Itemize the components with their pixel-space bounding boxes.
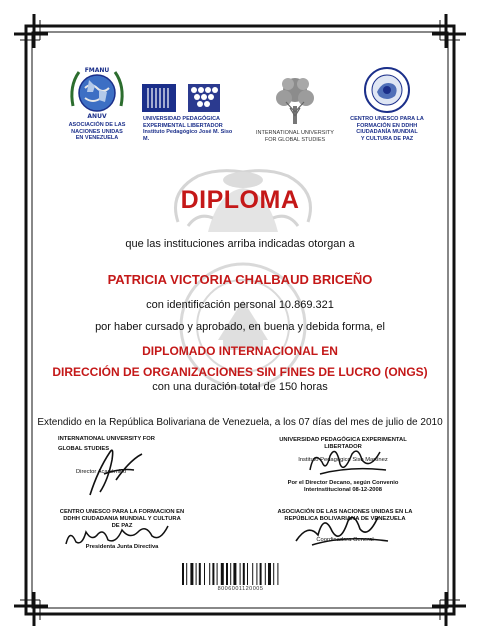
barcode-bar bbox=[204, 563, 205, 585]
handwritten-signature-anuv bbox=[288, 505, 398, 549]
course-title-line2: DIRECCIÓN DE ORGANIZACIONES SIN FINES DE LUCRO (ONGS) bbox=[52, 365, 428, 379]
barcode-bar bbox=[199, 563, 201, 585]
barcode-bar bbox=[182, 563, 184, 585]
barcode-bar bbox=[190, 563, 193, 585]
recipient-name: PATRICIA VICTORIA CHALBAUD BRICEÑO bbox=[107, 272, 373, 287]
logos-row bbox=[55, 62, 425, 158]
course-title-line1: DIPLOMADO INTERNACIONAL EN bbox=[142, 344, 338, 358]
barcode-bar bbox=[196, 563, 197, 585]
barcode-bar bbox=[265, 563, 266, 585]
barcode-bar bbox=[247, 563, 248, 585]
handwritten-signature-iugs bbox=[70, 440, 160, 500]
signature-block-anuv: ASOCIACIÓN DE LAS NACIONES UNIDAS EN LA REPÚBLICA BOLIVARIANA DE VENEZUELA Coordinadora General bbox=[277, 509, 413, 543]
signature-block-unesco: CENTRO UNESCO PARA LA FORMACION EN DDHH CIUDADANIA MUNDIAL Y CULTURA DE PAZ Presidenta Junta Directiva bbox=[59, 509, 185, 550]
barcode-bar bbox=[186, 563, 187, 585]
manu-caption: ASOCIACIÓN DE LAS NACIONES UNIDAS EN VENEZUELA bbox=[68, 122, 126, 141]
manu-logo bbox=[55, 62, 139, 142]
barcode-bar bbox=[233, 563, 236, 585]
barcode-bar bbox=[230, 563, 231, 585]
signature-block-iugs: INTERNATIONAL UNIVERSITY FOR GLOBAL STUDIES Director Académico bbox=[58, 436, 155, 475]
unesco-logo bbox=[345, 66, 429, 142]
barcode-bar bbox=[277, 563, 278, 585]
barcode-bar bbox=[252, 563, 253, 585]
upel-caption: UNIVERSIDAD PEDAGÓGICA EXPERIMENTAL LIBERTADOR Instituto Pedagógico José M. Siso M. bbox=[143, 116, 233, 142]
barcode-bar bbox=[240, 563, 241, 585]
barcode-bar bbox=[273, 563, 274, 585]
barcode-bar bbox=[226, 563, 228, 585]
svg-text:FMANU: FMANU bbox=[84, 67, 110, 74]
place-date-text: Extendido en la República Bolivariana de Venezuela, a los 07 días del mes de julio de 2010 bbox=[37, 417, 443, 428]
duration-text: con una duración total de 150 horas bbox=[152, 381, 328, 393]
barcode-bar bbox=[256, 563, 257, 585]
barcode-bar bbox=[212, 563, 214, 585]
handwritten-signature-upel bbox=[300, 440, 400, 480]
intro-text: que las instituciones arriba indicadas otorgan a bbox=[125, 238, 355, 250]
upel-logo bbox=[139, 80, 235, 142]
diploma-title: DIPLOMA bbox=[180, 186, 300, 214]
barcode bbox=[181, 563, 300, 585]
upel-emblem-icon bbox=[142, 80, 232, 114]
handwritten-signature-unesco bbox=[60, 516, 180, 550]
barcode-bar bbox=[221, 563, 224, 585]
iugs-logo bbox=[253, 72, 337, 143]
barcode-bar bbox=[260, 563, 262, 585]
tree-icon bbox=[272, 72, 318, 128]
signature-block-upel: UNIVERSIDAD PEDAGÓGICA EXPERIMENTAL LIBERTADOR Instituto Pedagógico Siso Martínez Por el Director Decano, según Convenio Interinstitucional 08-12-2008 bbox=[279, 437, 407, 493]
identification-text: con identificación personal 10.869.321 bbox=[146, 299, 334, 311]
unesco-caption: CENTRO UNESCO PARA LA FORMACIÓN EN DDHH CIUDADANÍA MUNDIAL Y CULTURA DE PAZ bbox=[350, 116, 424, 142]
completion-text: por haber cursado y aprobado, en buena y debida forma, el bbox=[95, 321, 385, 333]
iugs-caption: INTERNATIONAL UNIVERSITY FOR GLOBAL STUDIES bbox=[256, 130, 334, 143]
barcode-bar bbox=[209, 563, 210, 585]
unesco-seal-icon bbox=[363, 66, 411, 114]
svg-text:ANUV: ANUV bbox=[87, 113, 107, 120]
un-emblem-icon bbox=[67, 62, 127, 120]
barcode-number: 8006001120005 bbox=[217, 586, 264, 592]
barcode-bar bbox=[217, 563, 218, 585]
barcode-bar bbox=[268, 563, 271, 585]
barcode-bar bbox=[243, 563, 245, 585]
